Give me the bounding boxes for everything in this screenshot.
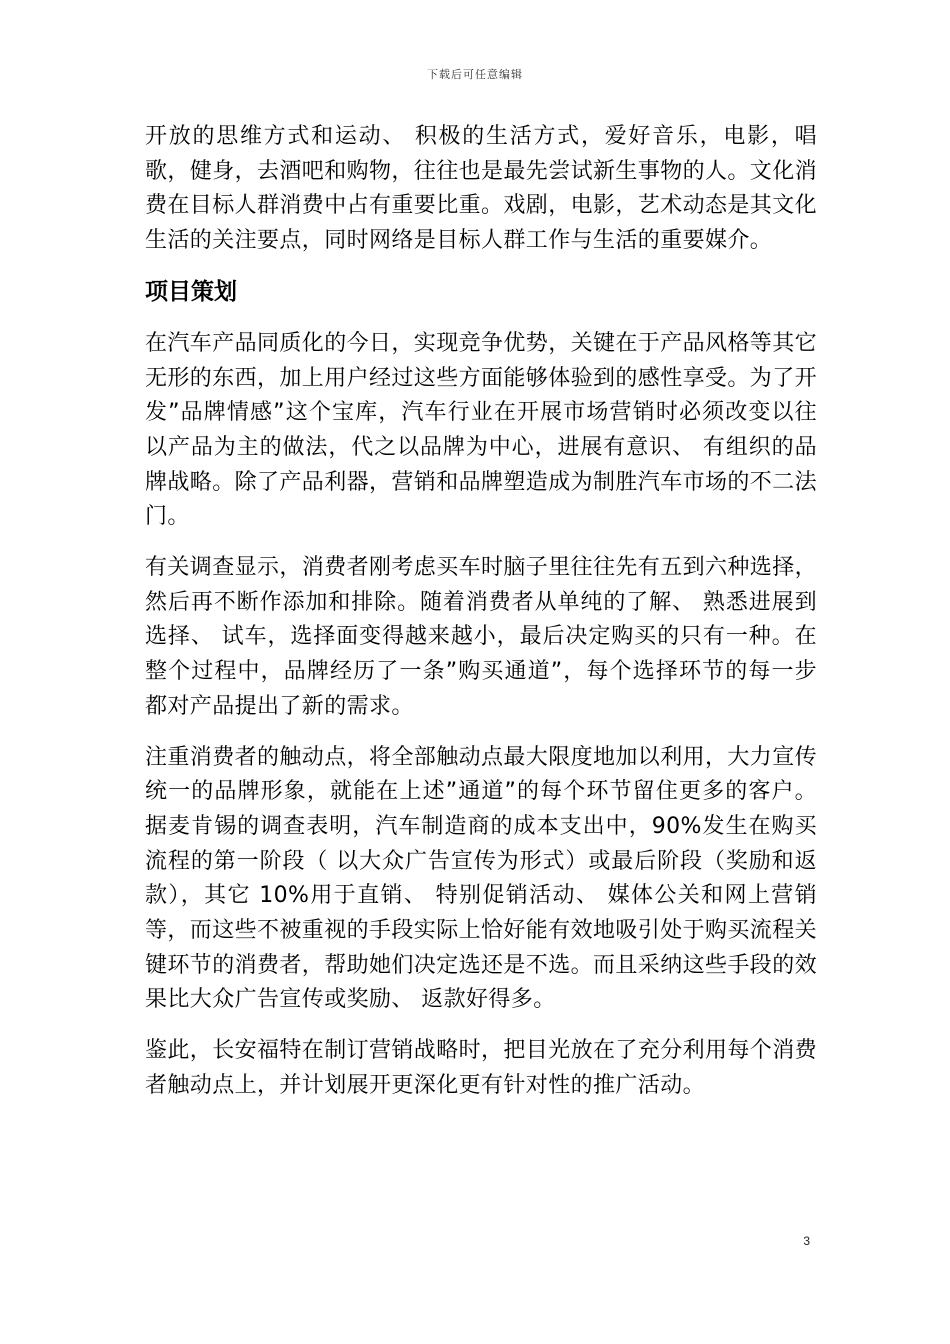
paragraph-touchpoints: 注重消费者的触动点，将全部触动点最大限度地加以利用，大力宣传统一的品牌形象，就能在上述”通道”的每个环节留住更多的客户。据麦肯锡的调查表明，汽车制造商的成本支出中，90%发生在购买流程的第一阶段（ 以大众广告宣传为形式）或最后阶段（奖励和返款），其它 10%用于直销、 特别促销活动、 媒体公关和网上营销等，而这些不被重视的手段实际上恰好能有效地吸引处于购买流程关键环节的消费者，帮助她们决定选还是不选。而且采纳这些手段的效果比大众广告宣传或奖励、 返款好得多。 — [145, 744, 818, 1013]
paragraph-purchase-channel: 有关调查显示，消费者刚考虑买车时脑子里往往先有五到六种选择，然后再不断作添加和排除。随着消费者从单纯的了解、 熟悉进展到选择、 试车，选择面变得越来越小，最后决定购买的只有一种。在整个过程中，品牌经历了一条”购买通道”，每个选择环节的每一步都对产品提出了新的需求。 — [145, 555, 818, 719]
paragraph-target-audience: 开放的思维方式和运动、 积极的生活方式，爱好音乐，电影，唱歌，健身，去酒吧和购物，往往也是最先尝试新生事物的人。文化消费在目标人群消费中占有重要比重。戏剧，电影，艺术动态是其文化生活的关注要点，同时网络是目标人群工作与生活的重要媒介。 — [145, 124, 818, 254]
paragraph-brand-strategy: 在汽车产品同质化的今日，实现竞争优势，关键在于产品风格等其它无形的东西，加上用户经过这些方面能够体验到的感性享受。为了开发”品牌情感”这个宝库，汽车行业在开展市场营销时必须改变以往以产品为主的做法，代之以品牌为中心，进展有意识、 有组织的品牌战略。除了产品利器，营销和品牌塑造成为制胜汽车市场的不二法门。 — [145, 330, 818, 530]
section-heading: 项目策划 — [145, 278, 237, 305]
page-header: 下载后可任意编辑 — [427, 68, 523, 81]
page-number: 3 — [803, 1234, 810, 1248]
page-content — [145, 120, 817, 1120]
paragraph-changan-ford: 鉴此，长安福特在制订营销战略时，把目光放在了充分利用每个消费者触动点上，并计划展开更深化更有针对性的推广活动。 — [145, 1038, 818, 1098]
